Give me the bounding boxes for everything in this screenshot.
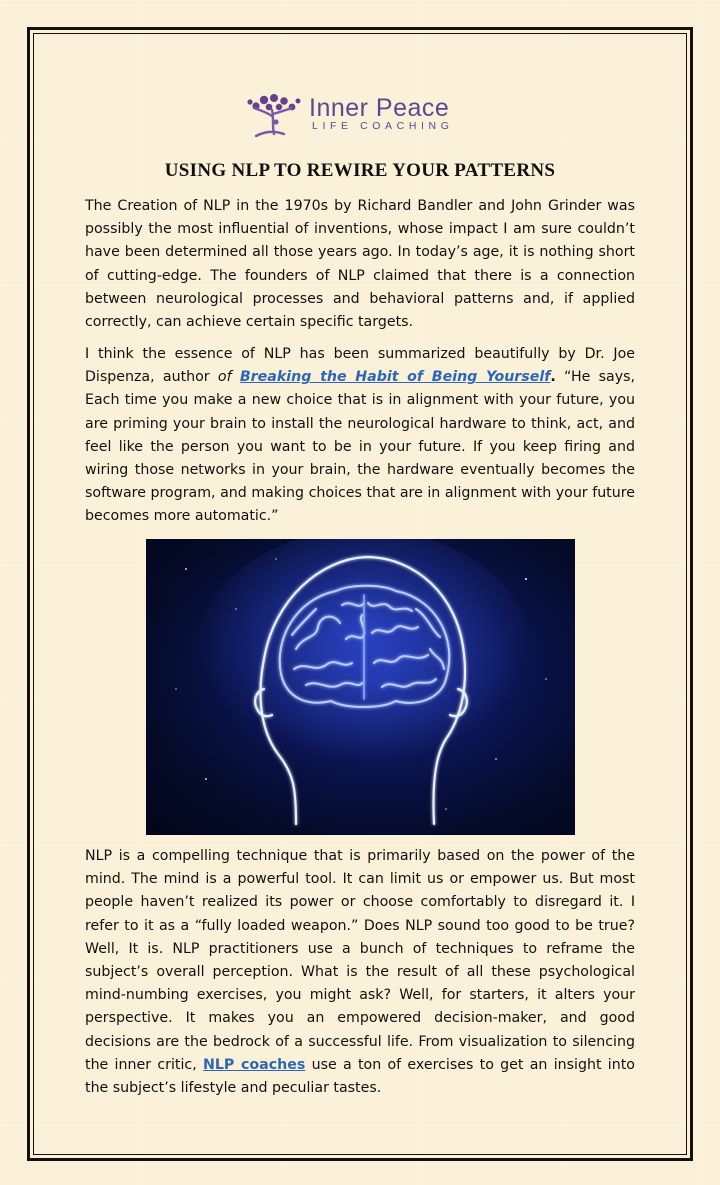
logo-title: Inner Peace: [309, 94, 450, 122]
paragraph-1: The Creation of NLP in the 1970s by Richard Bandler and John Grinder was possibly the most influential of inventions, whose impact I am sure couldn’t have been determined all those years ago. In today’s age, it is nothing short of cutting-edge. The founders of NLP claimed that there is a connection between neurological processes and behavioral patterns and, if applied correctly, can achieve certain specific targets.: [85, 198, 635, 331]
brain-illustration: [146, 539, 575, 835]
book-link[interactable]: Breaking the Habit of Being Yourself: [239, 369, 551, 386]
paragraph-2-dot: .: [550, 369, 556, 386]
brand-logo: [236, 92, 486, 140]
paragraph-3: [85, 845, 635, 1100]
article-title: USING NLP TO REWIRE YOUR PATTERNS: [164, 160, 556, 181]
logo-tagline: LIFE COACHING: [312, 120, 454, 132]
paragraph-2: [85, 343, 635, 529]
paragraph-2-text-end: “He says, Each time you make a new choice that is in alignment with your future, you are priming your brain to install the neurological hardware to think, act, and feel like the person you want to be in your future. If you keep firing and wiring those networks in your brain, the hardware eventually becomes the software program, and making choices that are in alignment with your future becomes more automatic.”: [85, 369, 635, 525]
tree-of-life-figure-icon: [236, 92, 306, 140]
nlp-coaches-link[interactable]: NLP coaches: [203, 1056, 306, 1073]
paragraph-2-of: of: [217, 369, 240, 386]
paragraph-2-text-start: I think the essence of NLP has been summarized beautifully by Dr. Joe Dispenza, author: [85, 346, 635, 386]
paragraph-3-text-start: NLP is a compelling technique that is primarily based on the power of the mind. The mind is a powerful tool. It can limit us or empower us. But most people haven’t realized its power or choose comfortably to disregard it. I refer to it as a “fully loaded weapon.” Does NLP sound too good to be true? Well, It is. NLP practitioners use a bunch of techniques to reframe the subject’s overall perception. What is the result of all these psychological mind-numbing exercises, you might ask? Well, for starters, it alters your perspective. It makes you an empowered decision-maker, and good decisions are the bedrock of a successful life. From visualization to silencing the inner critic,: [85, 848, 635, 1073]
paragraph-3-text-end: use a ton of exercises to get an insight into the subject’s lifestyle and peculiar tastes.: [85, 1056, 635, 1097]
